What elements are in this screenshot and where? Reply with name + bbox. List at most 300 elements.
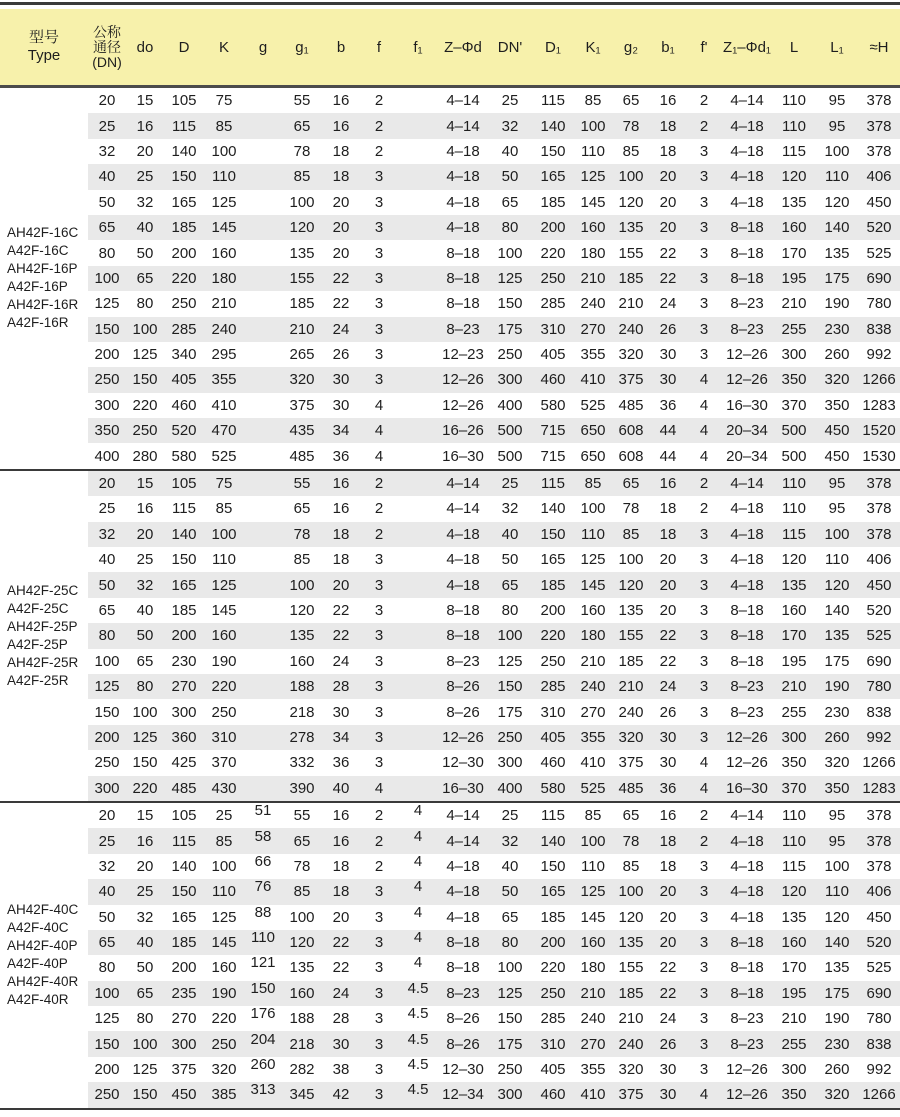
cell-L1: 260 bbox=[824, 728, 850, 746]
col-header-dn-line: (DN) bbox=[92, 53, 122, 70]
col-header-z-phid: Z–Φd bbox=[444, 38, 482, 56]
cell-b: 18 bbox=[332, 857, 350, 875]
cell-K1: 100 bbox=[580, 832, 606, 850]
cell-dn2: 175 bbox=[497, 320, 523, 338]
cell-L1: 140 bbox=[824, 602, 850, 619]
cell-L: 120 bbox=[781, 551, 807, 569]
cell-do: 16 bbox=[136, 832, 154, 850]
cell-z-phid: 12–26 bbox=[442, 396, 484, 414]
cell-b: 30 bbox=[332, 396, 350, 414]
cell-f: 3 bbox=[374, 346, 384, 364]
cell-H: 1283 bbox=[862, 396, 896, 414]
cell-z-phid: 4–14 bbox=[446, 117, 480, 135]
cell-dn: 125 bbox=[94, 295, 120, 313]
cell-z-phid: 4–18 bbox=[446, 219, 480, 237]
cell-D1: 150 bbox=[540, 525, 566, 543]
cell-L: 170 bbox=[781, 959, 807, 977]
cell-f: 3 bbox=[374, 1061, 384, 1079]
table-row bbox=[88, 1082, 900, 1107]
cell-g2: 100 bbox=[618, 551, 644, 569]
cell-z1-phid1: 4–18 bbox=[730, 832, 764, 850]
cell-do: 125 bbox=[132, 728, 158, 746]
cell-dn2: 250 bbox=[497, 346, 523, 364]
cell-f-prime: 3 bbox=[699, 193, 709, 211]
cell-K1: 410 bbox=[580, 754, 606, 772]
cell-g2: 78 bbox=[622, 500, 640, 518]
cell-L: 195 bbox=[781, 269, 807, 287]
cell-do: 100 bbox=[132, 1035, 158, 1053]
table-row bbox=[88, 266, 900, 291]
cell-L1: 190 bbox=[824, 1010, 850, 1028]
cell-g1: 485 bbox=[289, 447, 315, 465]
cell-b: 34 bbox=[332, 728, 350, 746]
cell-z-phid: 4–18 bbox=[446, 142, 480, 160]
cell-b1: 36 bbox=[659, 779, 677, 797]
cell-H: 450 bbox=[866, 576, 892, 594]
cell-b: 16 bbox=[332, 92, 350, 110]
cell-K1: 145 bbox=[580, 193, 606, 211]
cell-dn2: 40 bbox=[501, 525, 519, 543]
cell-L: 500 bbox=[781, 422, 807, 440]
cell-L: 370 bbox=[781, 396, 807, 414]
cell-D: 425 bbox=[171, 754, 197, 772]
cell-do: 15 bbox=[136, 475, 154, 493]
cell-b: 18 bbox=[332, 883, 350, 901]
cell-g1: 135 bbox=[289, 627, 315, 645]
model-type-label: A42F-16R bbox=[7, 315, 69, 331]
cell-dn: 400 bbox=[94, 447, 120, 465]
cell-H: 378 bbox=[866, 92, 892, 110]
cell-dn: 300 bbox=[94, 396, 120, 414]
cell-dn: 40 bbox=[98, 168, 116, 186]
cell-K: 430 bbox=[211, 779, 237, 797]
cell-b1: 18 bbox=[659, 500, 677, 518]
cell-K: 370 bbox=[211, 754, 237, 772]
cell-dn2: 150 bbox=[497, 295, 523, 313]
cell-g2: 135 bbox=[618, 934, 644, 952]
cell-g1: 55 bbox=[293, 807, 311, 825]
cell-b: 36 bbox=[332, 754, 350, 772]
cell-b1: 22 bbox=[659, 652, 677, 670]
cell-L1: 100 bbox=[824, 525, 850, 543]
cell-f: 3 bbox=[374, 678, 384, 696]
cell-f: 4 bbox=[374, 422, 384, 440]
cell-g1: 188 bbox=[289, 678, 315, 696]
cell-D1: 285 bbox=[540, 295, 566, 313]
cell-z1-phid1: 12–26 bbox=[726, 346, 768, 364]
cell-do: 20 bbox=[136, 142, 154, 160]
cell-z1-phid1: 8–18 bbox=[730, 627, 764, 645]
cell-K: 100 bbox=[211, 525, 237, 543]
cell-D: 360 bbox=[171, 728, 197, 746]
cell-dn2: 125 bbox=[497, 652, 523, 670]
cell-f: 3 bbox=[374, 219, 384, 237]
cell-dn2: 300 bbox=[497, 371, 523, 389]
cell-D: 140 bbox=[171, 525, 197, 543]
cell-D: 165 bbox=[171, 908, 197, 926]
cell-g1: 185 bbox=[289, 295, 315, 313]
cell-L1: 95 bbox=[828, 475, 846, 493]
cell-dn2: 40 bbox=[501, 142, 519, 160]
cell-D1: 460 bbox=[540, 371, 566, 389]
model-type-label: A42F-16C bbox=[7, 243, 69, 259]
cell-f-prime: 3 bbox=[699, 219, 709, 237]
cell-g1: 218 bbox=[289, 703, 315, 721]
cell-b: 22 bbox=[332, 295, 350, 313]
table-row bbox=[88, 547, 900, 572]
cell-D: 185 bbox=[171, 602, 197, 619]
cell-g2: 155 bbox=[618, 627, 644, 645]
cell-H: 1520 bbox=[862, 422, 896, 440]
cell-L: 210 bbox=[781, 295, 807, 313]
cell-L1: 95 bbox=[828, 500, 846, 518]
cell-L: 110 bbox=[782, 117, 806, 135]
cell-g1: 155 bbox=[289, 269, 315, 287]
cell-z1-phid1: 8–18 bbox=[730, 984, 764, 1002]
cell-H: 992 bbox=[866, 1061, 892, 1079]
cell-b: 36 bbox=[332, 447, 350, 465]
cell-dn2: 500 bbox=[497, 447, 523, 465]
cell-K: 85 bbox=[215, 500, 233, 518]
cell-z1-phid1: 4–18 bbox=[730, 168, 764, 186]
cell-f-prime: 3 bbox=[699, 908, 709, 926]
cell-dn: 250 bbox=[94, 1086, 120, 1104]
cell-D: 115 bbox=[172, 500, 196, 518]
cell-K1: 160 bbox=[580, 602, 606, 619]
cell-D1: 140 bbox=[540, 832, 566, 850]
cell-g2: 85 bbox=[622, 857, 640, 875]
cell-b1: 30 bbox=[659, 346, 677, 364]
cell-z1-phid1: 8–18 bbox=[730, 219, 764, 237]
cell-f: 3 bbox=[374, 576, 384, 594]
cell-K1: 125 bbox=[580, 168, 606, 186]
cell-K: 125 bbox=[211, 908, 237, 926]
table-row bbox=[88, 623, 900, 648]
cell-g1: 435 bbox=[289, 422, 315, 440]
cell-z-phid: 8–26 bbox=[446, 703, 480, 721]
cell-K1: 110 bbox=[581, 142, 605, 160]
table-row bbox=[88, 905, 900, 930]
cell-do: 100 bbox=[132, 703, 158, 721]
cell-g1: 100 bbox=[289, 576, 315, 594]
cell-b: 30 bbox=[332, 703, 350, 721]
cell-K: 220 bbox=[211, 678, 237, 696]
cell-f: 3 bbox=[374, 652, 384, 670]
cell-K1: 650 bbox=[580, 422, 606, 440]
cell-D1: 310 bbox=[540, 1035, 566, 1053]
cell-D: 200 bbox=[171, 959, 197, 977]
cell-H: 838 bbox=[866, 1035, 892, 1053]
cell-L: 110 bbox=[782, 807, 806, 825]
cell-b: 26 bbox=[332, 346, 350, 364]
cell-dn2: 500 bbox=[497, 422, 523, 440]
cell-b: 24 bbox=[332, 320, 350, 338]
table-row bbox=[88, 750, 900, 775]
cell-K1: 410 bbox=[580, 1086, 606, 1104]
cell-z1-phid1: 12–26 bbox=[726, 1061, 768, 1079]
col-header-dn-line: 公称 bbox=[93, 23, 121, 40]
cell-f-prime: 3 bbox=[699, 984, 709, 1002]
table-row bbox=[88, 139, 900, 164]
cell-g1: 100 bbox=[289, 908, 315, 926]
cell-K: 295 bbox=[211, 346, 237, 364]
cell-g2: 608 bbox=[618, 422, 644, 440]
cell-b: 16 bbox=[332, 807, 350, 825]
col-header-g2: g₂ bbox=[623, 38, 639, 56]
cell-b1: 20 bbox=[659, 551, 677, 569]
cell-L: 170 bbox=[781, 244, 807, 262]
model-type-label: A42F-25C bbox=[7, 600, 69, 616]
cell-f-prime: 3 bbox=[699, 525, 709, 543]
cell-g: 176 bbox=[250, 1005, 276, 1023]
cell-b: 16 bbox=[332, 475, 350, 493]
cell-L1: 120 bbox=[824, 908, 850, 926]
cell-K: 25 bbox=[215, 807, 233, 825]
cell-z1-phid1: 4–14 bbox=[730, 475, 764, 493]
cell-f-prime: 3 bbox=[699, 1010, 709, 1028]
cell-L1: 320 bbox=[824, 371, 850, 389]
cell-z1-phid1: 8–23 bbox=[730, 703, 764, 721]
cell-L: 110 bbox=[782, 832, 806, 850]
cell-z-phid: 8–23 bbox=[446, 984, 480, 1002]
cell-f1: 4.5 bbox=[407, 1056, 429, 1074]
cell-f: 2 bbox=[374, 857, 384, 875]
table-row bbox=[88, 1031, 900, 1056]
cell-do: 65 bbox=[136, 652, 154, 670]
cell-L1: 135 bbox=[824, 627, 850, 645]
cell-do: 80 bbox=[136, 295, 154, 313]
cell-D: 150 bbox=[171, 551, 197, 569]
cell-do: 32 bbox=[136, 193, 154, 211]
cell-dn: 32 bbox=[98, 525, 116, 543]
cell-g2: 120 bbox=[618, 908, 644, 926]
cell-dn: 150 bbox=[94, 703, 120, 721]
cell-H: 838 bbox=[866, 320, 892, 338]
table-row bbox=[88, 981, 900, 1006]
cell-g1: 135 bbox=[289, 244, 315, 262]
cell-b1: 20 bbox=[659, 602, 677, 619]
cell-b1: 20 bbox=[659, 883, 677, 901]
cell-b1: 30 bbox=[659, 1086, 677, 1104]
cell-dn2: 250 bbox=[497, 728, 523, 746]
cell-b: 22 bbox=[332, 627, 350, 645]
cell-dn2: 100 bbox=[497, 244, 523, 262]
cell-K1: 110 bbox=[581, 525, 605, 543]
cell-b: 42 bbox=[332, 1086, 350, 1104]
cell-g1: 210 bbox=[289, 320, 315, 338]
cell-b1: 20 bbox=[659, 193, 677, 211]
cell-K1: 110 bbox=[581, 857, 605, 875]
cell-H: 1530 bbox=[862, 447, 896, 465]
cell-g2: 608 bbox=[618, 447, 644, 465]
cell-g: 51 bbox=[254, 802, 272, 820]
cell-do: 25 bbox=[136, 883, 154, 901]
cell-do: 280 bbox=[132, 447, 158, 465]
cell-L: 500 bbox=[781, 447, 807, 465]
cell-do: 50 bbox=[136, 959, 154, 977]
cell-f: 3 bbox=[374, 908, 384, 926]
cell-D1: 140 bbox=[540, 117, 566, 135]
table-row bbox=[88, 776, 900, 801]
cell-g2: 210 bbox=[618, 1010, 644, 1028]
cell-g2: 155 bbox=[618, 959, 644, 977]
cell-D: 375 bbox=[171, 1061, 197, 1079]
cell-b: 20 bbox=[332, 244, 350, 262]
cell-do: 40 bbox=[136, 602, 154, 619]
cell-g1: 188 bbox=[289, 1010, 315, 1028]
cell-b1: 16 bbox=[659, 92, 677, 110]
cell-f-prime: 2 bbox=[699, 117, 709, 135]
cell-f: 3 bbox=[374, 627, 384, 645]
model-type-label: AH42F-16R bbox=[7, 297, 79, 313]
cell-D1: 250 bbox=[540, 652, 566, 670]
cell-K1: 145 bbox=[580, 576, 606, 594]
column-headers bbox=[88, 25, 900, 70]
cell-b1: 22 bbox=[659, 959, 677, 977]
cell-g2: 485 bbox=[618, 396, 644, 414]
cell-z1-phid1: 4–14 bbox=[730, 92, 764, 110]
cell-g2: 320 bbox=[618, 728, 644, 746]
cell-K: 85 bbox=[215, 832, 233, 850]
cell-H: 690 bbox=[866, 269, 892, 287]
cell-K: 160 bbox=[211, 244, 237, 262]
cell-H: 406 bbox=[866, 168, 892, 186]
cell-dn2: 50 bbox=[501, 551, 519, 569]
cell-H: 520 bbox=[866, 219, 892, 237]
cell-g2: 65 bbox=[622, 92, 640, 110]
cell-z1-phid1: 20–34 bbox=[726, 422, 768, 440]
cell-D1: 715 bbox=[540, 447, 566, 465]
cell-g1: 278 bbox=[289, 728, 315, 746]
cell-g1: 160 bbox=[289, 652, 315, 670]
cell-H: 525 bbox=[866, 959, 892, 977]
cell-D: 105 bbox=[171, 92, 197, 110]
cell-L: 115 bbox=[782, 142, 806, 160]
cell-g2: 120 bbox=[618, 576, 644, 594]
cell-g: 88 bbox=[254, 903, 272, 921]
cell-z-phid: 16–26 bbox=[442, 422, 484, 440]
cell-f-prime: 4 bbox=[699, 779, 709, 797]
cell-K: 220 bbox=[211, 1010, 237, 1028]
cell-dn2: 250 bbox=[497, 1061, 523, 1079]
group-rows bbox=[88, 803, 900, 1108]
table-row bbox=[88, 190, 900, 215]
cell-z-phid: 4–18 bbox=[446, 857, 480, 875]
cell-f1: 4 bbox=[413, 802, 423, 820]
cell-do: 65 bbox=[136, 269, 154, 287]
model-group-2 bbox=[0, 471, 900, 803]
cell-f: 4 bbox=[374, 396, 384, 414]
cell-z-phid: 16–30 bbox=[442, 447, 484, 465]
cell-D1: 250 bbox=[540, 984, 566, 1002]
model-group-3 bbox=[0, 803, 900, 1110]
cell-L1: 320 bbox=[824, 1086, 850, 1104]
cell-L: 135 bbox=[781, 576, 807, 594]
table-row bbox=[88, 367, 900, 392]
cell-D: 285 bbox=[171, 320, 197, 338]
cell-H: 525 bbox=[866, 244, 892, 262]
cell-D: 185 bbox=[171, 934, 197, 952]
cell-K1: 145 bbox=[580, 908, 606, 926]
cell-z1-phid1: 8–18 bbox=[730, 652, 764, 670]
model-type-label: A42F-25P bbox=[7, 636, 68, 652]
cell-f-prime: 4 bbox=[699, 1086, 709, 1104]
cell-L1: 175 bbox=[824, 984, 850, 1002]
cell-K1: 355 bbox=[580, 1061, 606, 1079]
cell-b: 16 bbox=[332, 117, 350, 135]
cell-H: 406 bbox=[866, 551, 892, 569]
cell-D1: 185 bbox=[540, 908, 566, 926]
cell-f: 2 bbox=[374, 832, 384, 850]
cell-f-prime: 4 bbox=[699, 396, 709, 414]
cell-do: 25 bbox=[136, 551, 154, 569]
cell-D: 405 bbox=[171, 371, 197, 389]
cell-L1: 135 bbox=[824, 959, 850, 977]
cell-dn: 40 bbox=[98, 551, 116, 569]
cell-D1: 165 bbox=[540, 883, 566, 901]
cell-D1: 220 bbox=[540, 244, 566, 262]
cell-g2: 375 bbox=[618, 371, 644, 389]
cell-g2: 210 bbox=[618, 295, 644, 313]
cell-L: 195 bbox=[781, 984, 807, 1002]
cell-H: 520 bbox=[866, 602, 892, 619]
cell-L1: 120 bbox=[824, 193, 850, 211]
model-type-label: A42F-25R bbox=[7, 672, 69, 688]
col-header-b: b bbox=[336, 38, 346, 56]
cell-dn2: 25 bbox=[501, 807, 519, 825]
cell-L1: 140 bbox=[824, 219, 850, 237]
cell-K: 160 bbox=[211, 959, 237, 977]
cell-H: 450 bbox=[866, 908, 892, 926]
table-header bbox=[0, 9, 900, 88]
cell-H: 1266 bbox=[862, 754, 896, 772]
cell-K: 110 bbox=[212, 551, 236, 569]
cell-H: 690 bbox=[866, 984, 892, 1002]
cell-L: 110 bbox=[782, 475, 806, 493]
cell-dn: 32 bbox=[98, 857, 116, 875]
cell-do: 50 bbox=[136, 244, 154, 262]
cell-b1: 36 bbox=[659, 396, 677, 414]
table-row bbox=[88, 393, 900, 418]
cell-D: 165 bbox=[171, 193, 197, 211]
cell-f1: 4 bbox=[413, 852, 423, 870]
cell-dn2: 125 bbox=[497, 269, 523, 287]
cell-f: 3 bbox=[374, 934, 384, 952]
cell-g1: 100 bbox=[289, 193, 315, 211]
cell-L: 350 bbox=[781, 1086, 807, 1104]
cell-dn2: 65 bbox=[501, 193, 519, 211]
cell-f1: 4 bbox=[413, 878, 423, 896]
cell-D1: 405 bbox=[540, 728, 566, 746]
cell-K1: 125 bbox=[580, 883, 606, 901]
cell-L: 160 bbox=[781, 219, 807, 237]
cell-f-prime: 3 bbox=[699, 627, 709, 645]
cell-z1-phid1: 8–23 bbox=[730, 678, 764, 696]
cell-D: 105 bbox=[171, 807, 197, 825]
table-row bbox=[88, 803, 900, 828]
cell-H: 378 bbox=[866, 807, 892, 825]
cell-f1: 4 bbox=[413, 827, 423, 845]
model-type-label: AH42F-40P bbox=[7, 938, 78, 954]
cell-z-phid: 8–18 bbox=[446, 269, 480, 287]
table-row bbox=[88, 240, 900, 265]
cell-do: 150 bbox=[132, 371, 158, 389]
table-row bbox=[88, 88, 900, 113]
cell-dn2: 32 bbox=[501, 832, 519, 850]
cell-g1: 390 bbox=[289, 779, 315, 797]
cell-K: 160 bbox=[211, 627, 237, 645]
cell-z-phid: 8–26 bbox=[446, 678, 480, 696]
